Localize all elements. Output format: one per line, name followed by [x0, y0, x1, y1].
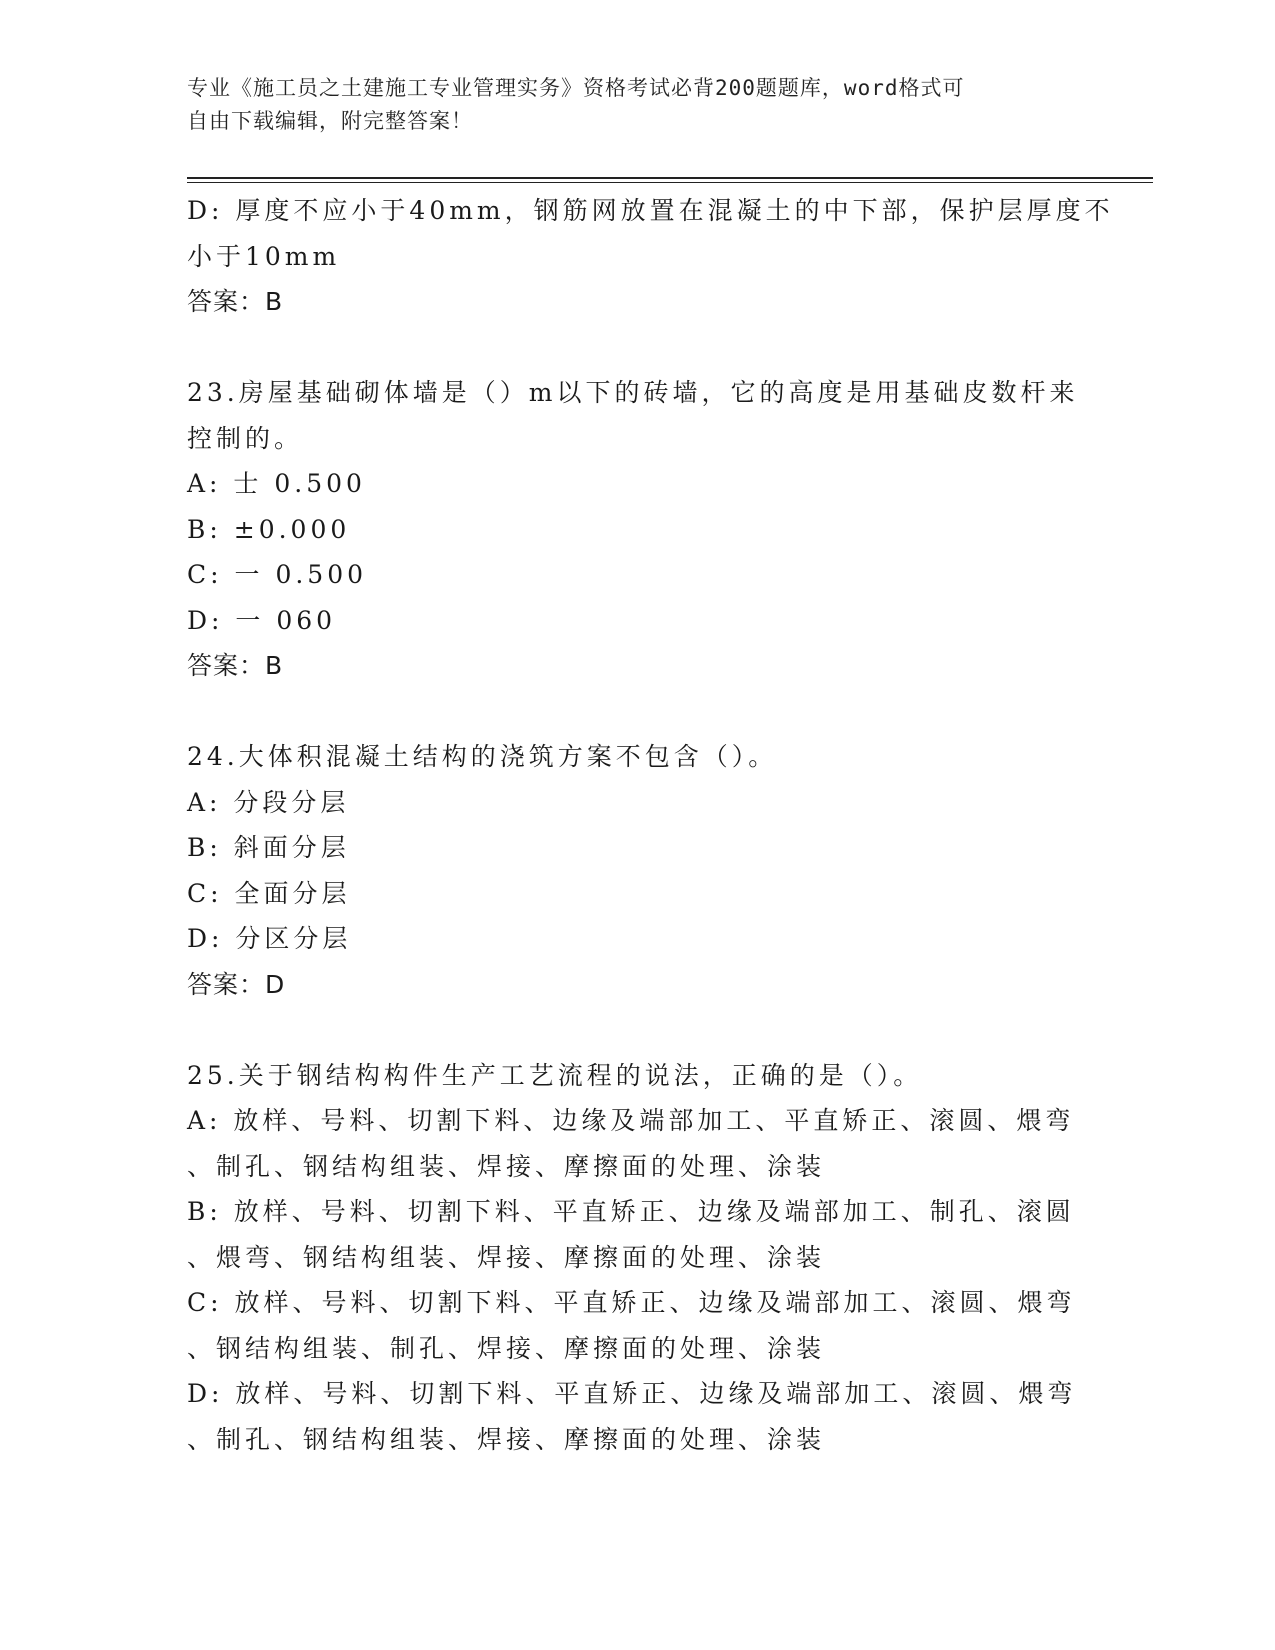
option-c: C: 一 0.500 [187, 560, 368, 589]
document-header [187, 72, 1087, 138]
previous-question-tail [187, 188, 1114, 325]
option-b-line-1: B: 放样、号料、切割下料、平直矫正、边缘及端部加工、制孔、滚圆 [187, 1197, 1075, 1226]
option-d-line-2: 、制孔、钢结构组装、焊接、摩擦面的处理、涂装 [187, 1424, 826, 1454]
header-divider-thin [187, 182, 1153, 183]
option-d-line-2: 小于10mm [187, 241, 341, 271]
header-line-2: 自由下载编辑，附完整答案！ [187, 109, 473, 133]
header-divider-thick [187, 177, 1153, 179]
answer-line: 答案：B [187, 287, 284, 316]
answer-line: 答案：B [187, 651, 284, 680]
question-23 [187, 370, 1087, 689]
spacer [187, 689, 1087, 735]
question-stem-line-1: 23.房屋基础砌体墙是（）m以下的砖墙，它的高度是用基础皮数杆来 [187, 378, 1079, 407]
option-d: D: 一 060 [187, 605, 337, 635]
option-b-line-2: 、煨弯、钢结构组装、焊接、摩擦面的处理、涂装 [187, 1242, 826, 1272]
option-a: A: 士 0.500 [187, 469, 366, 498]
option-c-line-2: 、钢结构组装、制孔、焊接、摩擦面的处理、涂装 [187, 1333, 826, 1363]
spacer [187, 1007, 1087, 1053]
question-content [187, 188, 1114, 1462]
question-24 [187, 734, 1087, 1007]
option-b: B: 斜面分层 [187, 833, 350, 862]
option-d-line-1: D: 厚度不应小于40mm，钢筋网放置在混凝土的中下部，保护层厚度不 [187, 196, 1114, 225]
option-a: A: 分段分层 [187, 787, 350, 817]
option-a-line-2: 、制孔、钢结构组装、焊接、摩擦面的处理、涂装 [187, 1151, 826, 1181]
question-stem-line-1: 24.大体积混凝土结构的浇筑方案不包含（）。 [187, 742, 778, 771]
question-stem-line-1: 25.关于钢结构构件生产工艺流程的说法，正确的是（）。 [187, 1060, 923, 1090]
option-d: D: 分区分层 [187, 924, 352, 953]
option-d-line-1: D: 放样、号料、切割下料、平直矫正、边缘及端部加工、滚圆、煨弯 [187, 1379, 1077, 1408]
question-25 [187, 1053, 1087, 1463]
option-c: C: 全面分层 [187, 878, 351, 908]
option-b: B: ±0.000 [187, 514, 351, 544]
header-line-1: 专业《施工员之土建施工专业管理实务》资格考试必背200题题库，word格式可 [187, 76, 965, 100]
option-c-line-1: C: 放样、号料、切割下料、平直矫正、边缘及端部加工、滚圆、煨弯 [187, 1288, 1076, 1317]
answer-line: 答案：D [187, 969, 286, 999]
question-stem-line-2: 控制的。 [187, 423, 304, 453]
spacer [187, 325, 1087, 371]
option-a-line-1: A: 放样、号料、切割下料、边缘及端部加工、平直矫正、滚圆、煨弯 [187, 1106, 1075, 1135]
